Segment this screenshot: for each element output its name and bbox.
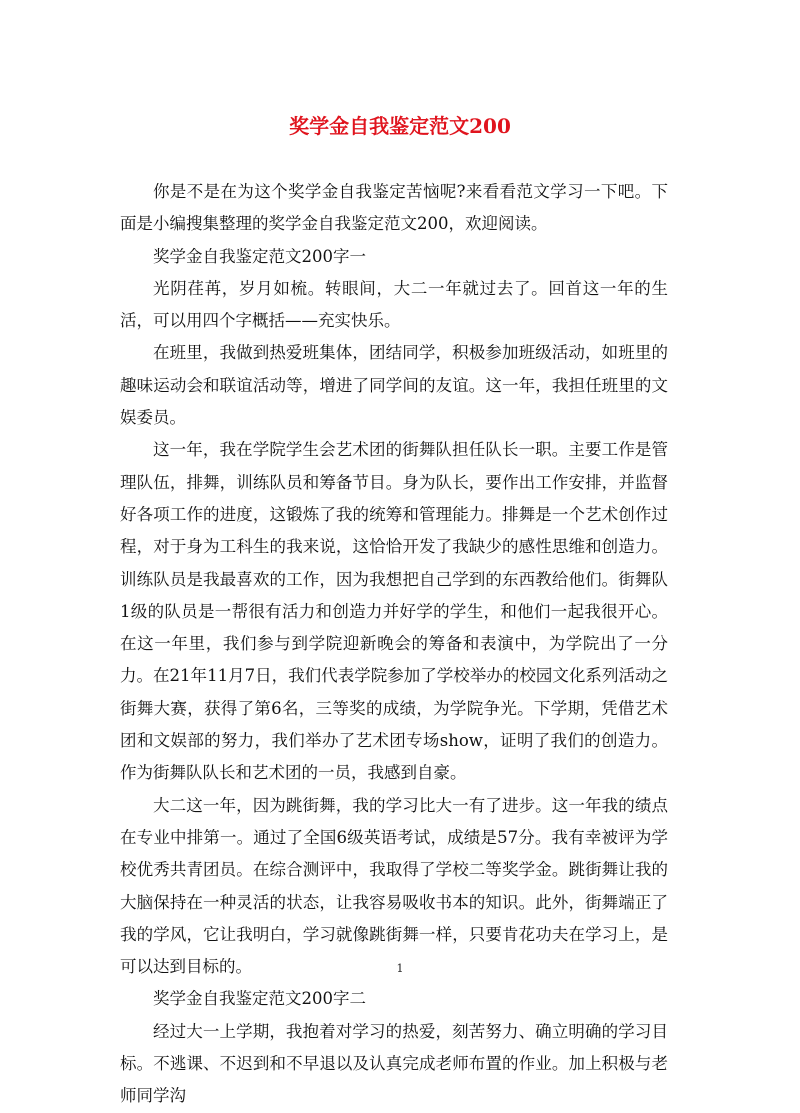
document-title: 奖学金自我鉴定范文200	[289, 114, 511, 138]
paragraph: 这一年，我在学院学生会艺术团的街舞队担任队长一职。主要工作是管理队伍，排舞，训练队员和筹备节目。身为队长，要作出工作安排，并监督好各项工作的进度，这锻炼了我的统筹和管理能力。排舞是一个艺术创作过程，对于身为工科生的我来说，这恰恰开发了我缺少的感性思维和创造力。训练队员是我最喜欢的工作，因为我想把自己学到的东西教给他们。街舞队1级的队员是一帮很有活力和创造力并好学的学生，和他们一起我很开心。在这一年里，我们参与到学院迎新晚会的筹备和表演中，为学院出了一分力。在21年11月7日，我们代表学院参加了学校举办的校园文化系列活动之街舞大赛，获得了第6名，三等奖的成绩，为学院争光。下学期，凭借艺术团和文娱部的努力，我们举办了艺术团专场show，证明了我们的创造力。作为街舞队队长和艺术团的一员，我感到自豪。	[120, 440, 668, 783]
intro-paragraph: 你是不是在为这个奖学金自我鉴定苦恼呢?来看看范文学习一下吧。下面是小编搜集整理的奖学金自我鉴定范文200，欢迎阅读。	[120, 182, 668, 234]
section-heading-two: 奖学金自我鉴定范文200字二	[153, 989, 366, 1009]
page-number: 1	[396, 962, 404, 975]
section-heading-one: 奖学金自我鉴定范文200字一	[153, 246, 366, 266]
paragraph: 经过大一上学期，我抱着对学习的热爱，刻苦努力、确立明确的学习目标。不逃课、不迟到和不早退以及认真完成老师布置的作业。加上积极与老师同学沟	[120, 1021, 668, 1106]
paragraph: 在班里，我做到热爱班集体，团结同学，积极参加班级活动，如班里的趣味运动会和联谊活动等，增进了同学间的友谊。这一年，我担任班里的文娱委员。	[120, 343, 668, 428]
paragraph: 光阴荏苒，岁月如梳。转眼间，大二一年就过去了。回首这一年的生活，可以用四个字概括——充实快乐。	[120, 278, 668, 331]
paragraph: 大二这一年，因为跳街舞，我的学习比大一有了进步。这一年我的绩点在专业中排第一。通过了全国6级英语考试，成绩是57分。我有幸被评为学校优秀共青团员。在综合测评中，我取得了学校二等奖学金。跳街舞让我的大脑保持在一种灵活的状态，让我容易吸收书本的知识。此外，街舞端正了我的学风，它让我明白，学习就像跳街舞一样，只要肯花功夫在学习上，是可以达到目标的。	[120, 795, 668, 977]
